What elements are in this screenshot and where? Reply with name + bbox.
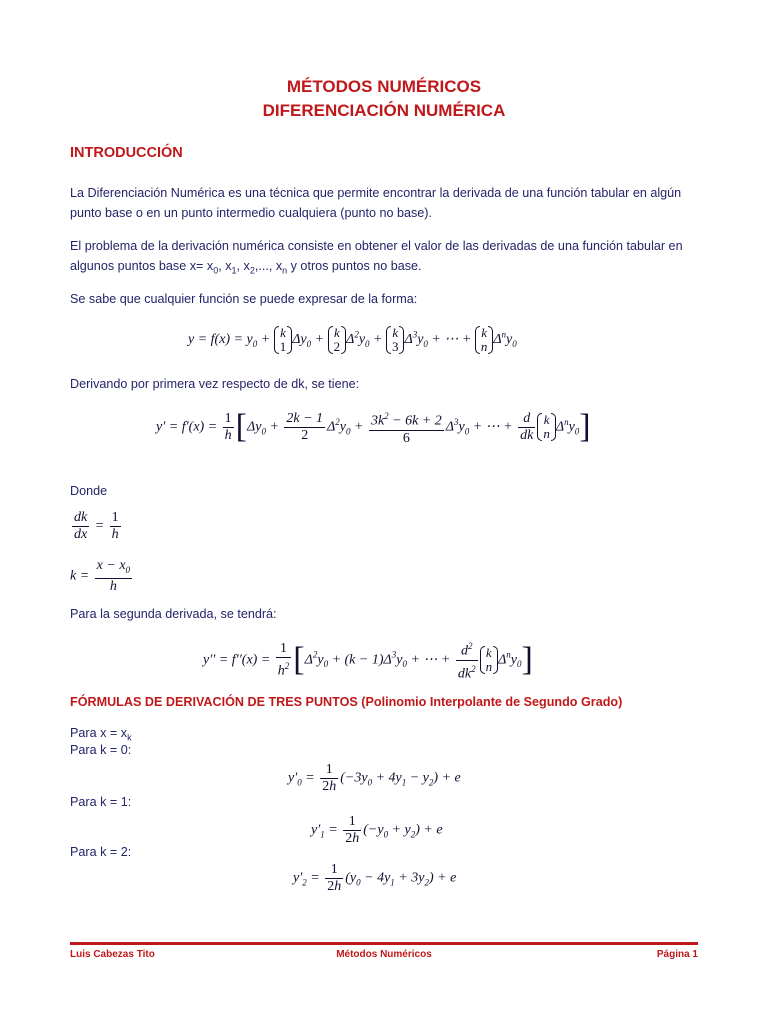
equation-k-definition: k = $\frac{x - x_0}{h}$	[70, 558, 131, 594]
k1-label: Para k = 1:	[70, 795, 132, 809]
footer-course: Métodos Numéricos	[336, 949, 432, 960]
para-x-text: Para x = x	[70, 726, 128, 740]
k0-label: Para k = 0:	[70, 743, 132, 757]
intro-paragraph-2: El problema de la derivación numérica consiste en obtener el valor de las derivadas de una función tabular en algunos puntos base $x= x_0$, $x_1$, $x_2$,..., $x_n$ y otros puntos no base.	[70, 239, 683, 276]
equation-newton-forward: $y = f(x) = y_0$ + k 1 $\Delta y_0$ + k 2 $\Delta^2y_0$ + k 3 $\Delta^3y_0$ + ⋯ + k n $\Delta^ny_0$	[188, 325, 517, 354]
intro-paragraph-2-tail: y otros puntos no base.	[287, 259, 422, 273]
footer-author: Luis Cabezas Tito	[70, 949, 155, 960]
intro-paragraph-5: Donde	[70, 484, 108, 498]
equation-dk-dx: $\frac{dk}{dx}$ = $\frac{1}{h}$	[74, 510, 119, 542]
equation-derivative-k0: $y'_0$ = $\frac{1}{2h}$ $(-3y_0 + 4y_1 - y_2) + e$	[288, 762, 461, 794]
document-title: MÉTODOS NUMÉRICOS	[286, 77, 482, 96]
intro-paragraph-4: Derivando por primera vez respecto de dk, se tiene:	[70, 377, 360, 391]
intro-paragraph-3: Se sabe que cualquier función se puede expresar de la forma:	[70, 292, 418, 306]
k2-label: Para k = 2:	[70, 845, 132, 859]
intro-paragraph-6: Para la segunda derivada, se tendrá:	[70, 607, 277, 621]
section-heading-introduction: INTRODUCCIÓN	[70, 145, 183, 161]
para-x-label: Para $x = x_k$	[70, 726, 132, 743]
footer-page-number: Página 1	[656, 949, 698, 960]
section-heading-three-points: FÓRMULAS DE DERIVACIÓN DE TRES PUNTOS (Polinomio Interpolante de Segundo Grado)	[70, 695, 623, 709]
footer-divider	[70, 942, 698, 945]
equation-second-derivative: y′′ = f′′(x) = $\frac{1}{h^2}$ [$\Delta^2y_0 + (k - 1)\Delta^3y_0$ + ⋯ + $\frac{d^2}{dk^2}$ k n $\Delta^ny_0$]	[203, 638, 533, 682]
equation-derivative-k2: $y'_2$ = $\frac{1}{2h}$ $(y_0 - 4y_1 + 3y_2) + e$	[293, 862, 457, 894]
document-subtitle: DIFERENCIACIÓN NUMÉRICA	[262, 101, 506, 120]
equation-first-derivative: y′ = f′(x) = $\frac{1}{h}$ [$\Delta y_0$ + $\frac{2k - 1}{2}$ $\Delta^2y_0$ + $\frac{3k^2 - 6k + 2}{6}$ $\Delta^3y_0$ + ⋯ + $\frac{d}{dk}$ k n $\Delta^ny_0$]	[156, 408, 591, 446]
intro-paragraph-1: La Diferenciación Numérica es una técnica que permite encontrar la derivada de una función tabular en algún punto base o en un punto intermedio cualquiera (punto no base).	[70, 186, 682, 220]
equation-derivative-k1: $y'_1$ = $\frac{1}{2h}$ $(-y_0 + y_2) + e$	[311, 814, 443, 846]
intro-paragraph-2-text: El problema de la derivación numérica consiste en obtener el valor de las derivadas de una función tabular en algunos puntos base x= x	[70, 239, 683, 273]
